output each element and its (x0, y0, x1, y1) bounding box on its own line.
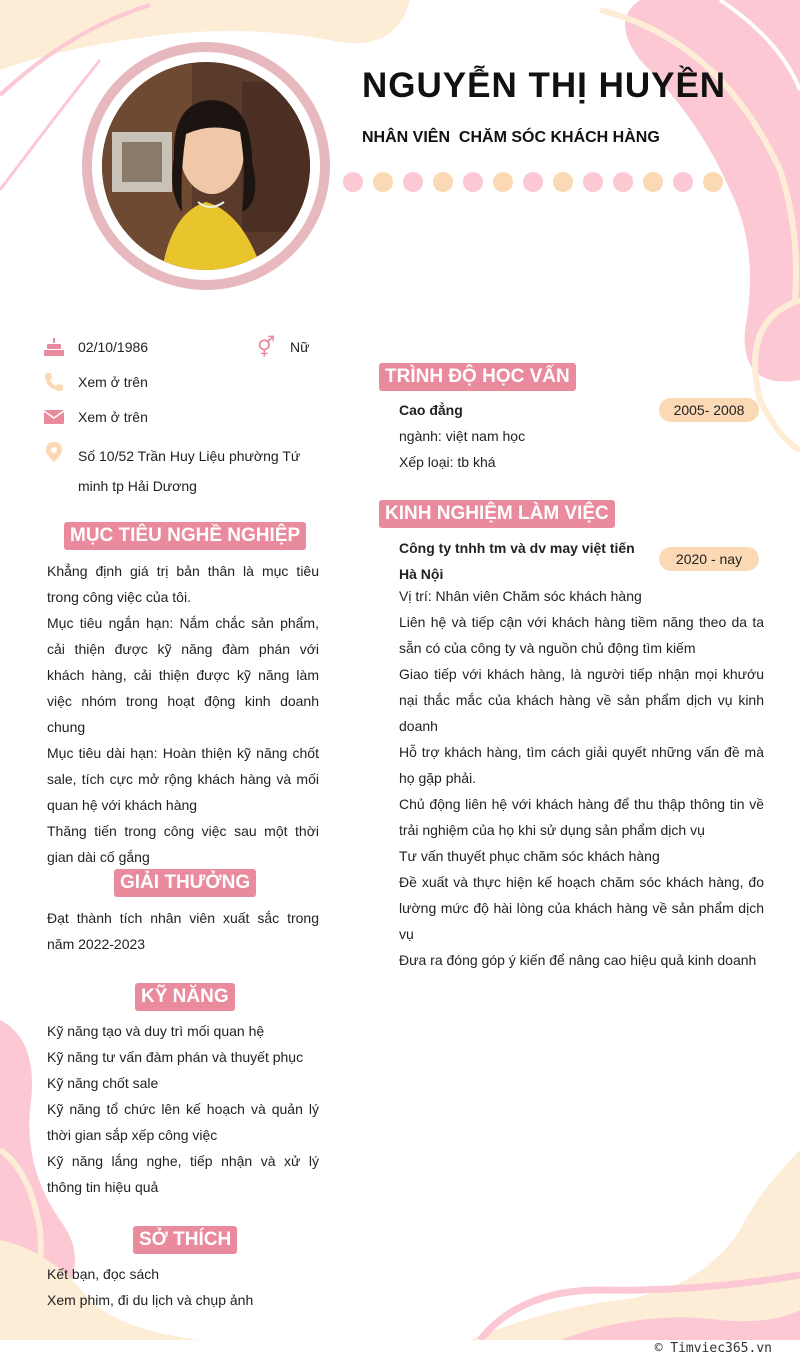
education-grade: Xếp loại: tb khá (399, 454, 496, 470)
decorative-dots (343, 172, 723, 192)
email-row (44, 407, 148, 427)
skill-item: Kỹ năng tư vấn đàm phán và thuyết phục (47, 1049, 304, 1065)
objective-text (47, 558, 319, 870)
location-pin-icon (44, 442, 64, 462)
hobbies-list (47, 1261, 319, 1313)
birthday-row (44, 337, 148, 357)
education-details (399, 397, 649, 475)
hobbies-heading: SỞ THÍCH (133, 1226, 237, 1254)
watermark: © Timviec365.vn (654, 1341, 772, 1356)
experience-duty: Liên hệ và tiếp cận với khách hàng tiềm năng theo da ta sẵn có của công ty và nguồn chủ động tìm kiếm (399, 614, 764, 656)
experience-details (399, 583, 764, 973)
objective-paragraph: Thăng tiến trong công việc sau một thời gian dài cố gắng (47, 823, 319, 865)
phone-icon (44, 372, 64, 392)
experience-position: Vị trí: Nhân viên Chăm sóc khách hàng (399, 588, 642, 604)
hobby-item: Kết bạn, đọc sách (47, 1266, 160, 1282)
phone-value: Xem ở trên (78, 374, 148, 390)
gender-value: Nữ (290, 339, 310, 355)
experience-company-block (399, 535, 649, 587)
avatar (102, 62, 310, 270)
envelope-icon (44, 407, 64, 427)
job-title: NHÂN VIÊN CHĂM SÓC KHÁCH HÀNG (362, 129, 660, 146)
address-value: Số 10/52 Trần Huy Liệu phường Tứ minh tp Hải Dương (78, 448, 301, 494)
objective-paragraph: Mục tiêu dài hạn: Hoàn thiện kỹ năng chốt sale, tích cực mở rộng khách hàng và mối quan hệ với khách hàng (47, 745, 319, 813)
skill-item: Kỹ năng lắng nghe, tiếp nhận và xử lý thông tin hiệu quả (47, 1153, 319, 1195)
experience-duty: Chủ động liên hệ với khách hàng để thu thập thông tin về trải nghiệm của họ khi sử dụng sản phẩm dịch vụ (399, 796, 764, 838)
skills-list (47, 1018, 319, 1200)
education-major: ngành: việt nam học (399, 428, 526, 444)
experience-duty: Hỗ trợ khách hàng, tìm cách giải quyết những vấn đề mà họ gặp phải. (399, 744, 764, 786)
objective-paragraph: Khẳng định giá trị bản thân là mục tiêu trong công việc của tôi. (47, 563, 319, 605)
address-row (44, 441, 328, 501)
education-heading: TRÌNH ĐỘ HỌC VẤN (379, 363, 576, 391)
candidate-name: NGUYỄN THỊ HUYỀN (362, 66, 727, 105)
education-period-badge: 2005- 2008 (659, 398, 759, 422)
experience-duty: Tư vấn thuyết phục chăm sóc khách hàng (399, 848, 660, 864)
skill-item: Kỹ năng tạo và duy trì mối quan hệ (47, 1023, 265, 1039)
skill-item: Kỹ năng tổ chức lên kế hoạch và quản lý thời gian sắp xếp công việc (47, 1101, 319, 1143)
education-school: Cao đẳng (399, 402, 463, 418)
skill-item: Kỹ năng chốt sale (47, 1075, 159, 1091)
experience-duty: Đề xuất và thực hiện kế hoạch chăm sóc khách hàng, đo lường mức độ hài lòng của khách hàng về sản phẩm dịch vụ (399, 874, 764, 942)
skills-heading: KỸ NĂNG (135, 983, 235, 1011)
experience-company: Công ty tnhh tm và dv may việt tiến Hà Nội (399, 540, 635, 582)
birthday-value: 02/10/1986 (78, 339, 149, 355)
experience-duty: Đưa ra đóng góp ý kiến để nâng cao hiệu quả kinh doanh (399, 952, 757, 968)
experience-period-badge: 2020 - nay (659, 547, 759, 571)
awards-heading: GIẢI THƯỞNG (114, 869, 256, 897)
gender-icon: ⚥ (256, 336, 276, 359)
experience-heading: KINH NGHIỆM LÀM VIỆC (379, 500, 615, 528)
objective-paragraph: Mục tiêu ngắn hạn: Nắm chắc sản phẩm, cải thiện được kỹ năng đàm phán với khách hàng, cải thiện được kỹ năng làm việc nhóm trong hoạt động kinh doanh chung (47, 615, 319, 735)
gender-row (256, 337, 309, 357)
objective-heading: MỤC TIÊU NGHỀ NGHIỆP (64, 522, 306, 550)
phone-row (44, 372, 148, 392)
cake-icon (44, 337, 64, 357)
avatar-frame (82, 42, 330, 290)
hobby-item: Xem phim, đi du lịch và chụp ảnh (47, 1292, 254, 1308)
award-item: Đạt thành tích nhân viên xuất sắc trong năm 2022-2023 (47, 910, 319, 952)
awards-text (47, 905, 319, 957)
email-value: Xem ở trên (78, 409, 148, 425)
experience-duty: Giao tiếp với khách hàng, là người tiếp nhận mọi khướu nại thắc mắc của khách hàng về sản phẩm dịch vụ kinh doanh (399, 666, 764, 734)
